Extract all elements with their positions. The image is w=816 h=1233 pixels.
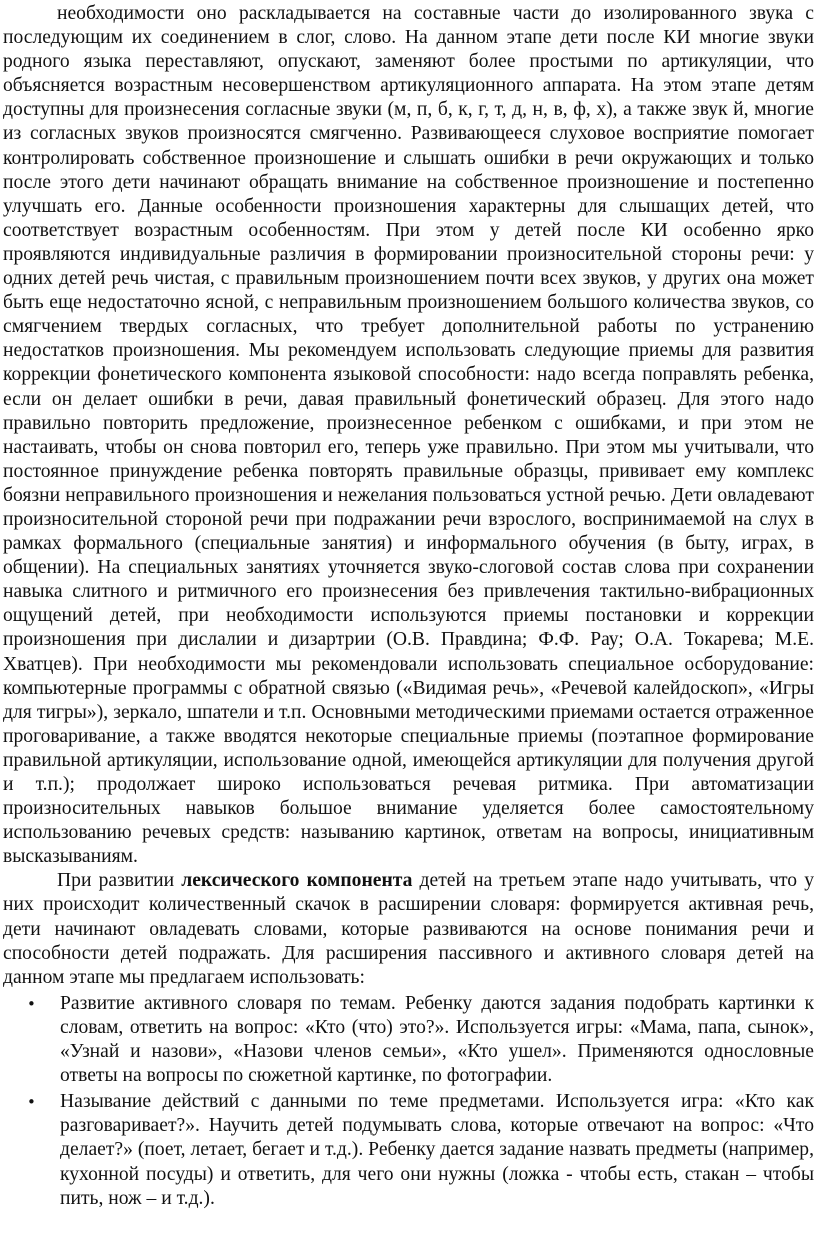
- list-item: [3, 992, 814, 1088]
- list-item-text: Называние действий с данными по теме предметами. Используется игра: «Кто как разговаривает?». Научить детей подумывать слова, которые отвечают на вопрос: «Что делает?» (поет, летает, бегает и т.д.). Ребенку дается задание назвать предметы (например, кухонной посуды) и ответить, для чего они нужны (ложка - чтобы есть, стакан – чтобы пить, нож – и т.д.).: [60, 1091, 814, 1209]
- list-item: [3, 1090, 814, 1210]
- list-item-text: Развитие активного словаря по темам. Ребенку даются задания подобрать картинки к словам, ответить на вопрос: «Кто (что) это?». Используется игры: «Мама, папа, сынок», «Узнай и назови», «Назови членов семьи», «Кто ушел». Применяются однословные ответы на вопросы по сюжетной картинке, по фотографии.: [60, 992, 814, 1087]
- paragraph-lexical-component: [3, 869, 814, 989]
- recommendations-list: [3, 992, 814, 1211]
- document-body: [3, 2, 814, 1211]
- paragraph-lexical-intro: При развитии: [57, 870, 182, 892]
- paragraph-lexical-body: детей на третьем этапе надо учитывать, что у них происходит количественный скачок в расширении словаря: формируется активная речь, дети начинают овладевать словами, которые развиваются на основе понимания речи и способности детей подражать. Для расширения пассивного и активного словаря детей на данном этапе мы предлагаем использовать:: [3, 870, 815, 988]
- paragraph-phonetic-component: необходимости оно раскладывается на составные части до изолированного звука с последующим их соединением в слог, слово. На данном этапе дети после КИ многие звуки родного языка переставляют, опускают, заменяют более простыми по артикуляции, что объясняется возрастным несовершенством артикуляционного аппарата. На этом этапе детям доступны для произнесения согласные звуки (м, п, б, к, г, т, д, н, в, ф, х), а также звук й, многие из согласных звуков произносятся смягченно. Развивающееся слуховое восприятие помогает контролировать собственное произношение и слышать ошибки в речи окружающих и только после этого дети начинают обращать внимание на собственное произношение и постепенно улучшать его. Данные особенности произношения характерны для слышащих детей, что соответствует возрастным особенностям. При этом у детей после КИ особенно ярко проявляются индивидуальные различия в формировании произносительной стороны речи: у одних детей речь чистая, с правильным произношением почти всех звуков, у других она может быть еще недостаточно ясной, с неправильным произношением большого количества звуков, со смягчением твердых согласных, что требует дополнительной работы по устранению недостатков произношения. Мы рекомендуем использовать следующие приемы для развития коррекции фонетического компонента языковой способности: надо всегда поправлять ребенка, если он делает ошибки в речи, давая правильный фонетический образец. Для этого надо правильно повторить предложение, произнесенное ребенком с ошибками, и при этом не настаивать, чтобы он снова повторил его, теперь уже правильно. При этом мы учитывали, что постоянное принуждение ребенка повторять правильные образцы, прививает ему комплекс боязни неправильного произношения и нежелания пользоваться устной речью. Дети овладевают произносительной стороной речи при подражании речи взрослого, воспринимаемой на слух в рамках формального (специальные занятия) и информального обучения (в быту, играх, в общении). На специальных занятиях уточняется звуко-слоговой состав слова при сохранении навыка слитного и ритмичного его произнесения без привлечения тактильно-вибрационных ощущений детей, при необходимости используются приемы постановки и коррекции произношения при дислалии и дизартрии (О.В. Правдина; Ф.Ф. Рау; О.А. Токарева; М.Е. Хватцев). При необходимости мы рекомендовали использовать специальное осборудование: компьютерные программы с обратной связью («Видимая речь», «Речевой калейдоскоп», «Игры для тигры»), зеркало, шпатели и т.п. Основными методическими приемами остается отраженное проговаривание, а также вводятся некоторые специальные приемы (поэтапное формирование правильной артикуляции, использование одной, имеющейся артикуляции для получения другой и т.п.); продолжает широко использоваться речевая ритмика. При автоматизации произносительных навыков большое внимание уделяется более самостоятельному использованию речевых средств: называнию картинок, ответам на вопросы, инициативным высказываниям.: [3, 3, 814, 868]
- lexical-component-term: лексического компонента: [181, 870, 413, 892]
- bullet-icon: •: [27, 1093, 36, 1112]
- bullet-icon: •: [27, 994, 36, 1013]
